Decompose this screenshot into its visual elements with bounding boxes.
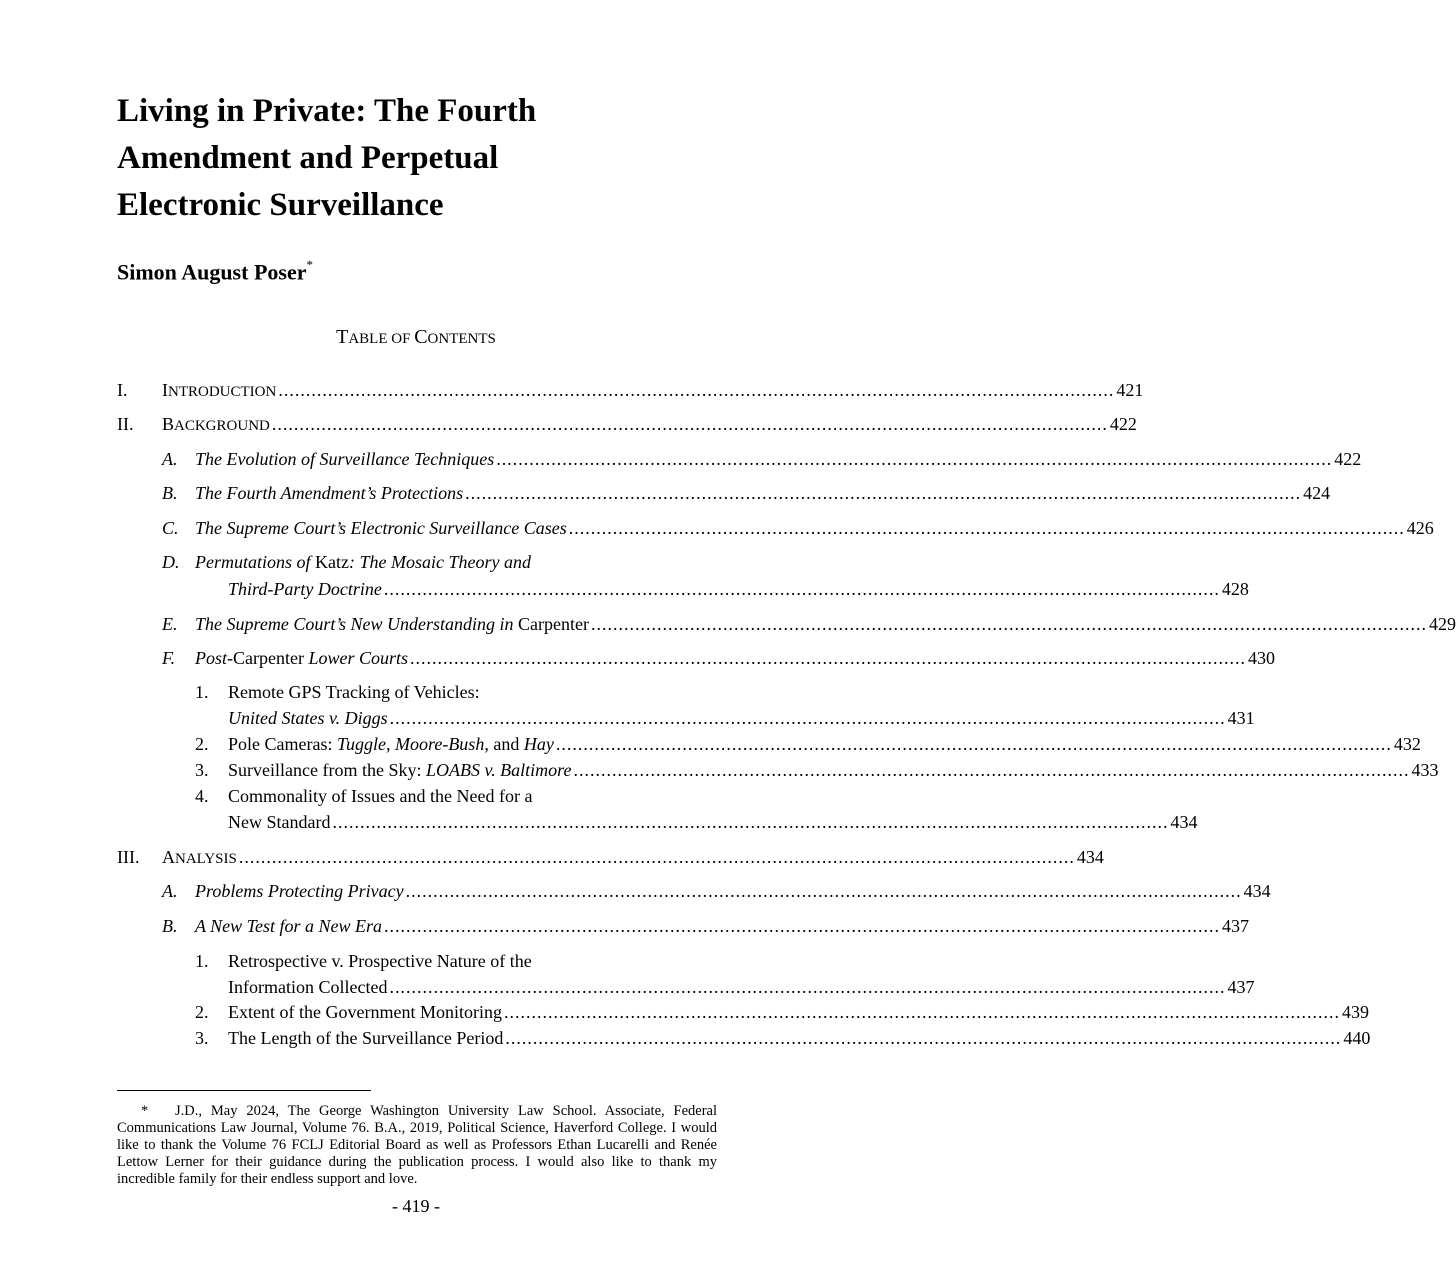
toc-page-number: 422 xyxy=(1109,414,1137,434)
toc-page-number: 434 xyxy=(1170,812,1198,832)
toc-entry-title: Commonality of Issues and the Need for a xyxy=(228,786,533,806)
toc-entry-new-test[interactable] xyxy=(195,914,1250,938)
toc-page-number: 439 xyxy=(1341,1002,1369,1022)
toc-letter: E. xyxy=(162,614,178,634)
toc-dot-leader: ........................................................................................................................................................ xyxy=(384,916,1221,936)
toc-entry-title: Problems Protecting Privacy xyxy=(195,881,404,901)
toc-subnumber: 3. xyxy=(195,1028,209,1048)
author-footnote xyxy=(117,1103,717,1188)
toc-entry-permutations-line-2[interactable] xyxy=(228,577,1249,601)
toc-entry-title: BACKGROUND xyxy=(162,414,270,434)
toc-entry-title: Surveillance from the Sky: LOABS v. Baltimore xyxy=(228,760,572,780)
toc-entry-title: Third-Party Doctrine xyxy=(228,579,382,599)
toc-heading-rest-2: ONTENTS xyxy=(427,331,496,347)
toc-entry-background[interactable] xyxy=(162,412,1137,436)
toc-number: III. xyxy=(117,847,140,867)
toc-letter: D. xyxy=(162,552,180,572)
toc-entry-retrospective-line-1[interactable] xyxy=(228,949,709,973)
toc-page-number: 440 xyxy=(1343,1028,1371,1048)
toc-entry-retrospective-line-2[interactable] xyxy=(228,975,1255,999)
toc-subnumber: 1. xyxy=(195,951,209,971)
toc-entry-title: Information Collected xyxy=(228,977,388,997)
toc-letter: F. xyxy=(162,648,176,668)
toc-entry-commonality-line-2[interactable] xyxy=(228,810,1198,834)
toc-entry-fourth-amendment[interactable] xyxy=(195,481,1331,505)
toc-entry-title: Post-Carpenter Lower Courts xyxy=(195,648,408,668)
toc-entry-pole-cameras[interactable] xyxy=(228,732,1421,756)
toc-entry-title: New Standard xyxy=(228,812,331,832)
toc-page-number: 422 xyxy=(1334,449,1362,469)
toc-subnumber: 2. xyxy=(195,1002,209,1022)
toc-entry-title: Retrospective v. Prospective Nature of the xyxy=(228,951,532,971)
toc-page-number: 429 xyxy=(1428,614,1456,634)
toc-entry-title: The Supreme Court’s Electronic Surveillance Cases xyxy=(195,518,567,538)
toc-heading-cap-1: T xyxy=(336,326,349,348)
toc-dot-leader: ........................................................................................................................................................ xyxy=(568,518,1405,538)
toc-entry-gps-line-2[interactable] xyxy=(228,706,1255,730)
toc-dot-leader: ........................................................................................................................................................ xyxy=(573,760,1410,780)
toc-number: I. xyxy=(117,380,128,400)
toc-dot-leader: ........................................................................................................................................................ xyxy=(389,708,1226,728)
toc-letter: B. xyxy=(162,483,178,503)
toc-dot-leader: ........................................................................................................................................................ xyxy=(238,847,1075,867)
toc-entry-title: A New Test for a New Era xyxy=(195,916,383,936)
toc-entry-sky[interactable] xyxy=(228,758,1439,782)
toc-entry-analysis[interactable] xyxy=(162,845,1104,869)
toc-page-number: 434 xyxy=(1076,847,1104,867)
toc-letter: B. xyxy=(162,916,178,936)
title-line-1: Living in Private: The Fourth xyxy=(117,93,537,129)
toc-subnumber: 2. xyxy=(195,734,209,754)
page-number: - 419 - xyxy=(392,1196,440,1216)
toc-entry-title: The Fourth Amendment’s Protections xyxy=(195,483,464,503)
toc-page-number: 426 xyxy=(1406,518,1434,538)
toc-page-number: 433 xyxy=(1411,760,1439,780)
title-line-3: Electronic Surveillance xyxy=(117,187,444,223)
toc-dot-leader: ........................................................................................................................................................ xyxy=(503,1002,1340,1022)
toc-heading-rest-1: ABLE OF xyxy=(348,331,415,347)
toc-subnumber: 1. xyxy=(195,682,209,702)
toc-heading-cap-2: C xyxy=(414,326,428,348)
toc-dot-leader: ........................................................................................................................................................ xyxy=(410,648,1246,668)
footnote-mark: * xyxy=(141,1103,149,1119)
toc-page-number: 424 xyxy=(1303,483,1331,503)
toc-page-number: 437 xyxy=(1227,977,1255,997)
toc-entry-title: ANALYSIS xyxy=(162,847,237,867)
toc-entry-new-understanding[interactable] xyxy=(195,612,1456,636)
toc-dot-leader: ........................................................................................................................................................ xyxy=(271,414,1108,434)
toc-letter: A. xyxy=(162,449,178,469)
author-footnote-mark: * xyxy=(306,257,313,272)
toc-page-number: 421 xyxy=(1116,380,1144,400)
toc-page-number: 434 xyxy=(1243,881,1271,901)
toc-entry-commonality-line-1[interactable] xyxy=(228,784,709,808)
toc-entry-gps-line-1[interactable] xyxy=(228,680,709,704)
article-title xyxy=(117,88,717,229)
title-line-2: Amendment and Perpetual xyxy=(117,140,499,176)
toc-entry-lower-courts[interactable] xyxy=(195,646,1275,670)
toc-entry-title: Extent of the Government Monitoring xyxy=(228,1002,502,1022)
toc-entry-title: The Supreme Court’s New Understanding in Carpenter xyxy=(195,614,589,634)
toc-dot-leader: ........................................................................................................................................................ xyxy=(496,449,1333,469)
toc-dot-leader: ........................................................................................................................................................ xyxy=(383,579,1220,599)
toc-entry-title: United States v. Diggs xyxy=(228,708,388,728)
toc-dot-leader: ........................................................................................................................................................ xyxy=(555,734,1392,754)
toc-subnumber: 4. xyxy=(195,786,209,806)
toc-entry-title: Remote GPS Tracking of Vehicles: xyxy=(228,682,480,702)
toc-entry-evolution[interactable] xyxy=(195,447,1362,471)
toc-dot-leader: ........................................................................................................................................................ xyxy=(332,812,1169,832)
toc-entry-permutations-line-1[interactable] xyxy=(195,550,709,574)
toc-entry-length[interactable] xyxy=(228,1026,1371,1050)
footnote-text: J.D., May 2024, The George Washington University Law School. Associate, Federal Communications Law Journal, Volume 76. B.A., 2019, Political Science, Haverford College. I would like to thank the Volume 76 FCLJ Editorial Board as well as Professors Ethan Lucarelli and Renée Lettow Lerner for their guidance during the publication process. I would also like to thank my incredible family for their endless support and love. xyxy=(117,1103,717,1187)
toc-page-number: 431 xyxy=(1227,708,1255,728)
toc-dot-leader: ........................................................................................................................................................ xyxy=(590,614,1427,634)
toc-entry-title: The Evolution of Surveillance Techniques xyxy=(195,449,495,469)
toc-entry-introduction[interactable] xyxy=(162,378,1144,402)
toc-letter: C. xyxy=(162,518,179,538)
toc-dot-leader: ........................................................................................................................................................ xyxy=(278,380,1115,400)
toc-dot-leader: ........................................................................................................................................................ xyxy=(465,483,1302,503)
toc-heading xyxy=(0,326,832,349)
toc-entry-title: INTRODUCTION xyxy=(162,380,277,400)
toc-entry-title: Pole Cameras: Tuggle, Moore-Bush, and Hay xyxy=(228,734,554,754)
toc-page-number: 430 xyxy=(1248,648,1275,668)
toc-dot-leader: ........................................................................................................................................................ xyxy=(505,1028,1342,1048)
toc-entry-extent[interactable] xyxy=(228,1000,1369,1024)
toc-dot-leader: ........................................................................................................................................................ xyxy=(405,881,1242,901)
author-name xyxy=(117,259,313,285)
toc-number: II. xyxy=(117,414,134,434)
toc-dot-leader: ........................................................................................................................................................ xyxy=(389,977,1226,997)
toc-subnumber: 3. xyxy=(195,760,209,780)
author-text: Simon August Poser xyxy=(117,259,307,285)
toc-entry-title: Permutations of Katz: The Mosaic Theory and xyxy=(195,552,531,572)
footnote-divider xyxy=(117,1090,371,1091)
toc-page-number: 437 xyxy=(1222,916,1250,936)
toc-page-number: 432 xyxy=(1393,734,1421,754)
toc-entry-title: The Length of the Surveillance Period xyxy=(228,1028,504,1048)
toc-letter: A. xyxy=(162,881,178,901)
toc-page-number: 428 xyxy=(1221,579,1249,599)
toc-entry-problems[interactable] xyxy=(195,879,1271,903)
toc-entry-surveillance-cases[interactable] xyxy=(195,516,1434,540)
